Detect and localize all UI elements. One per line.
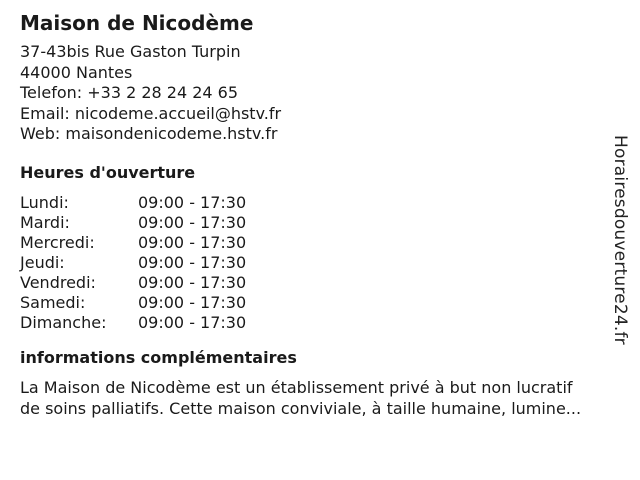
time-value: 09:00 - 17:30 <box>138 252 247 272</box>
day-label: Samedi: <box>20 292 86 312</box>
hours-row-saturday <box>20 293 632 313</box>
day-label: Lundi: <box>20 192 69 212</box>
day-label: Jeudi: <box>20 252 65 272</box>
address-city: 44000 Nantes <box>20 62 133 82</box>
day-label: Vendredi: <box>20 272 96 292</box>
hours-row-monday <box>20 193 632 213</box>
place-name: Maison de Nicodème <box>20 11 254 35</box>
info-heading: informations complémentaires <box>20 347 297 367</box>
hours-row-sunday <box>20 313 632 333</box>
description-line: de soins palliatifs. Cette maison conviviale, à taille humaine, lumine... <box>20 398 582 418</box>
site-brand-vertical: Horairesdouverture24.fr <box>610 135 630 345</box>
time-value: 09:00 - 17:30 <box>138 212 247 232</box>
email-text: Email: nicodeme.accueil@hstv.fr <box>20 103 282 123</box>
time-value: 09:00 - 17:30 <box>138 312 247 332</box>
day-label: Mercredi: <box>20 232 95 252</box>
hours-row-thursday <box>20 253 632 273</box>
hours-table <box>20 193 632 333</box>
web-text: Web: maisondenicodeme.hstv.fr <box>20 124 278 143</box>
hours-row-friday <box>20 273 632 293</box>
time-value: 09:00 - 17:30 <box>138 272 247 292</box>
time-value: 09:00 - 17:30 <box>138 292 247 312</box>
place-card <box>20 10 632 419</box>
contact-block <box>20 42 632 145</box>
hours-heading: Heures d'ouverture <box>20 162 196 182</box>
description-line: La Maison de Nicodème est un établissement privé à but non lucratif <box>20 377 573 397</box>
day-label: Mardi: <box>20 212 70 232</box>
hours-row-wednesday <box>20 233 632 253</box>
address-street: 37-43bis Rue Gaston Turpin <box>20 42 241 61</box>
day-label: Dimanche: <box>20 312 107 332</box>
description <box>20 377 632 419</box>
time-value: 09:00 - 17:30 <box>138 232 247 252</box>
hours-row-tuesday <box>20 213 632 233</box>
phone-text: Telefon: +33 2 28 24 24 65 <box>20 83 239 102</box>
time-value: 09:00 - 17:30 <box>138 192 247 212</box>
